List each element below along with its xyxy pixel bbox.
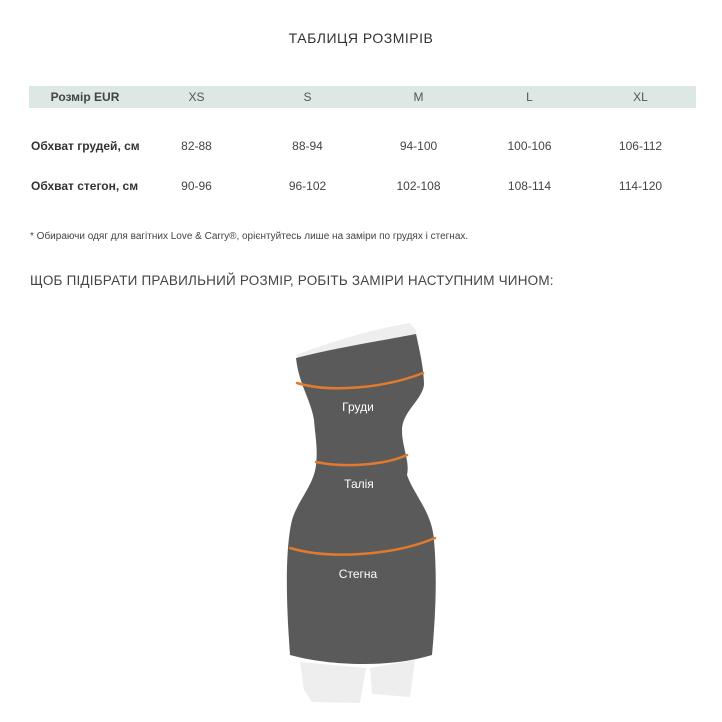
table-cell: 114-120 [618,179,663,193]
size-header-label: Розмір EUR [29,86,141,108]
table-cell: 94-100 [399,139,438,153]
hips-label: Стегна [338,567,378,581]
table-cell: 102-108 [396,179,441,193]
row-label-hips: Обхват стегон, см [31,179,139,193]
size-s: S [252,86,363,108]
chest-label: Груди [342,400,374,414]
table-cell: 82-88 [181,139,212,153]
table-cell: 106-112 [618,139,663,153]
size-xl: XL [585,86,696,108]
table-cell: 90-96 [181,179,212,193]
mannequin-left-leg [300,662,366,703]
table-cell: 96-102 [288,179,327,193]
table-cell: 108-114 [507,179,552,193]
table-cell: 100-106 [507,139,552,153]
mannequin-right-leg [370,660,415,697]
page-title: ТАБЛИЦЯ РОЗМІРІВ [288,30,434,46]
row-label-chest: Обхват грудей, см [31,139,140,153]
size-l: L [474,86,585,108]
dress-shape [287,334,436,664]
measure-instructions: ЩОБ ПІДІБРАТИ ПРАВИЛЬНИЙ РОЗМІР, РОБІТЬ ЗАМІРИ НАСТУПНИМ ЧИНОМ: [30,273,554,288]
table-cell: 88-94 [292,139,323,153]
size-m: M [363,86,474,108]
waist-label: Талія [344,477,374,491]
fit-note: * Обираючи одяг для вагітних Love & Carry®, орієнтуйтесь лише на заміри по грудях і стегнах. [30,231,469,242]
size-xs: XS [141,86,252,108]
